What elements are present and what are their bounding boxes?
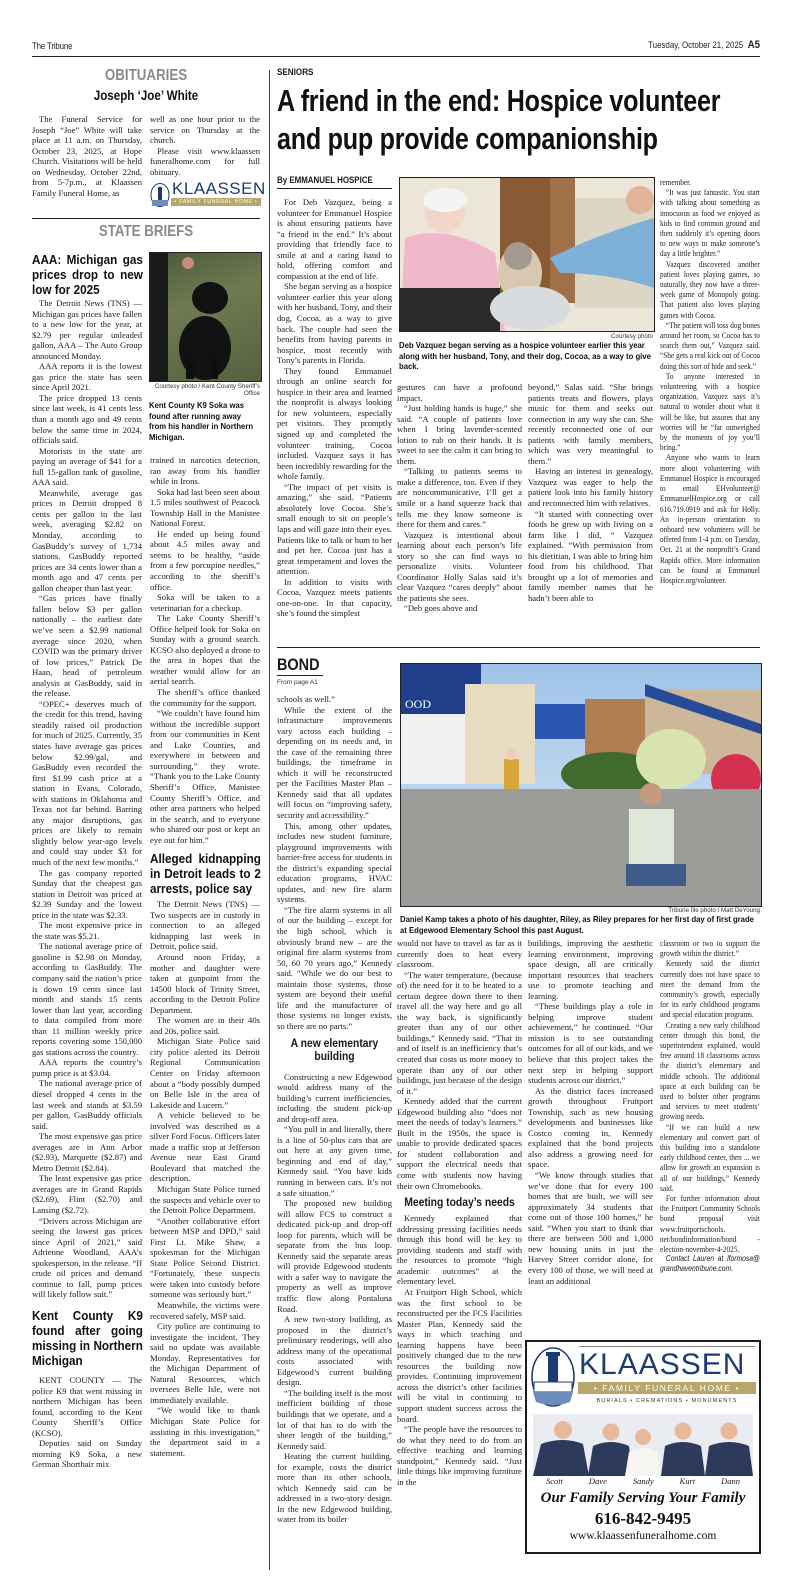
ad-person-name: Scott [545,1476,563,1486]
k9-paragraph: Deputies said on Sunday morning K9 Soka, a new German Shorthair mix [32,1438,142,1470]
paper-name: The Tribune [32,41,73,51]
obituaries-heading: OBITUARIES [104,67,188,84]
obituary-paragraph: well as one hour prior to the service on Thursday at the church. [150,114,260,146]
bond-paragraph: “If we can build a new elementary and convert part of this building into a standalone early childhood center, then ... we allow for growth an expansion is all of our buildings,” Kennedy said. [660,1121,760,1193]
gas-paragraph: The national average price of diesel dropped 4 cents in the last week and stands at $3.59 per gallon, GasBuddy officials said. [32,1078,142,1131]
bond-paragraph: Kennedy explained that addressing pressing facilities needs through this bond will be key to providing students and staff with the resources to promote “high academic outcomes” at the elementary level. [397,1213,522,1287]
from-page: From page A1 [277,679,318,686]
bond-paragraph: This, among other updates, includes new student furniture, playground improvements with barrier-free access for students in the district’s expanding special education programs, HVAC updates, and new fire alarm systems. [277,820,392,905]
bond-label-rule [277,675,323,676]
kidnap-paragraph: Michigan State Police said city police alerted its Detroit Regional Communication Center on Friday afternoon about a “body possibly dumped on Belle Isle in the area of Lakeside and Lucern.” [150,1036,260,1110]
gas-paragraph: The national average price of gasoline is $2.98 on Monday, according to GasBuddy. The company said the nation’s price is down 19 cents since last month and stands 15 cents lower than last year, according to data compiled from more than 11 million weekly price reports covering some 150,000 gas stations across the country. [32,941,142,1057]
bond-paragraph: While the extent of the infrastructure improvements vary across each building – depending on its needs and, in the case of the remaining three buildings, the timeframe in which it will be reconstructed per the Facilities Master Plan – Kennedy said that all updates will focus on “improving safety, security and accessibility.” [277,704,392,821]
obituary-paragraph: Please visit www.klaassen funeralhome.com for full obituary. [150,145,260,177]
bond-paragraph: “We know through studies that we’ve done that for every 100 homes that are built, we will see approximately 34 students that come out of those 100 homes,” he said. “When you start to think that there are between 500 and 1,000 new housing units in just the Harvey Street corridor alone, for every 100 of those, we will need at least an additional [528,1170,653,1286]
article-byline: By EMMANUEL HOSPICE [277,175,373,185]
bond-col-1 [277,694,392,1525]
bond-paragraph: The proposed new building will allow FCS to construct a dedicated pick-up and drop-off loop for parents, which will be separate from the bus loop. Kennedy said the separate areas will provide Edgewood students with a safer way to navigate the property as well as improve traffic flow along Pontaluna Road. [277,1198,392,1314]
gas-paragraph: “Drivers across Michigan are seeing the lowest gas prices since April of 2021,” said Adrienne Woodland, AAA’s spokesperson, in the release. “If crude oil prices and demand continue to fall, pump prices will likely follow suit.” [32,1215,142,1300]
ad-slogan: Our Family Serving Your Family [540,1490,746,1506]
hospice-col-4 [660,177,760,585]
bond-subhead-new-elementary: A new elementary building [290,1037,379,1063]
hospice-paragraph: For Deb Vazquez, being a volunteer for Emmanuel Hospice is about ensuring patients have “a friend in the end.” It’s about providing that friendly face to smile at and a caring hand to hold, offering comfort and compassion at the end of life. [277,197,392,281]
state-briefs-col-1 [32,252,142,1470]
school-sign-text: OOD [405,697,431,711]
hospice-paragraph: gestures can have a profound impact. [397,382,522,403]
k9-headline: Kent County K9 found after going missing in Northern Michigan [32,1307,143,1368]
hospice-paragraph: To anyone interested in volunteering with a hospice organization, Vazquez says it’s natural to wonder about what it will be like, but assures that any worries will be “far outweighed by the moments of joy you’ll bring.” [660,370,760,453]
ad-person-name: Sandy [632,1476,654,1486]
gas-paragraph: The most expensive gas price averages are in Ann Arbor ($2.93), Marquette ($2.87) and Metro Detroit ($2.84). [32,1131,142,1173]
bond-label: BOND [277,655,320,674]
bond-photo-credit: Tribune file photo / Matt DeYoung [668,907,760,914]
k9-paragraph: Soka had last been seen about 1.5 miles southwest of Peacock Township Hall in the Manistee National Forest. [150,486,260,529]
bond-paragraph: “The building itself is the most inefficient building of those buildings that we operate, and a lot of that has to do with the sheer length of the building,” Kennedy said. [277,1387,392,1451]
column-divider [269,70,270,1570]
k9-paragraph: Soka will be taken to a veterinarian for a checkup. [150,592,260,613]
page-date-block [496,39,760,51]
hospice-photo-credit: Courtesy photo [611,333,653,340]
article-headline: A friend in the end: Hospice volunteer and pup provide companionship [277,83,721,156]
gas-paragraph: AAA reports the country’s pump price is at $3.04. [32,1057,142,1078]
obituary-paragraph: The Funeral Service for Joseph “Joe” White will take place at 11 a.m. on Thursday, October 23, 2025, at Hope Church. Visitations will be held on Wednesday, October 22nd, from 5-7p.m., at Klaassen Family Funeral Home, as [32,114,142,198]
hospice-paragraph: Vazquez discovered another patient loves playing games, so naturally, they now have a three-week game of Monopoly going. That patient also loves playing games with Cocoa. [660,258,760,320]
hospice-paragraph: “The impact of pet visits is amazing,” she said. “Patients absolutely love Cocoa. She’s small enough to sit on people’s laps and will gaze into their eyes. Patients like to talk or hum to her and pet her. Cocoa just has a great temperament and loves the attention. [277,481,392,577]
bond-paragraph: For further information about the Fruitport Community Schools bond proposal visit www.fruitportschools. net/bondinformation/bond -election-november-4-2025. [660,1193,760,1255]
bond-paragraph: Constructing a new Edgewood would address many of the building’s current inefficiencies, including the student pick-up and drop-off area. [277,1071,392,1124]
hospice-paragraph: “It started with connecting over foods he grew up with living on a farm like I did, ” Vazquez explained. “With permission from his dietitian, I was able to bring him food from his childhood. That brought up a lot of memories and family member names that he hadn’t been able to [528,508,653,603]
gas-paragraph: The most expensive price in the state was $5.21. [32,920,142,941]
hospice-col-1 [277,197,392,619]
ad-person-name: Dave [588,1476,607,1486]
gas-paragraph: The Detroit News (TNS) — Michigan gas prices have fallen to a new low for the year, at $2.79 per regular unleaded gallon, AAA – The Auto Group announced Monday. [32,298,142,361]
obituary-name: Joseph ‘Joe’ White [93,88,199,103]
bond-paragraph: Creating a new early childhood center through this bond, the superintendent explained, would free around 18 classrooms across the district’s elementary and middle schools. The additional space at each building can be used to bolster other programs and services to meet students’ growing needs. [660,1019,760,1122]
bond-col-3 [528,938,653,1286]
hospice-paragraph: Anyone who wants to learn more about volunteering with Emmanuel Hospice is encouraged to email EHvolunteer@ EmmanuelHospice.org or call 616.719.0919 and ask for Holly. An in-person orientation to onboard new volunteers will be offered from 1-4 p.m. on Tuesday, Oct. 21 at the nonprofit’s Grand Rapids office. More information can be found at Emmanuel Hospice.org/volunteer. [660,452,760,585]
bond-paragraph: schools as well.” [277,694,335,704]
ad-tagline: • FAMILY FUNERAL HOME • [578,1382,756,1394]
hospice-paragraph: beyond,” Salas said. “She brings patients treats and flowers, plays music for them and seeks out connection in any way she can. She recently reconnected one of our patients with family members, which was very meaningful to them.” [528,382,653,466]
hospice-photo-caption: Deb Vazquez began serving as a hospice volunteer earlier this year along with her husband, Tony, and their dog, Cocoa, as a way to give back. [399,340,651,371]
kidnap-paragraph: The women are in their 40s and 20s, police said. [150,1015,260,1036]
logo-tagline: • FAMILY FUNERAL HOME • [171,198,261,206]
ad-website-link[interactable]: www.klaassenfuneralhome.com [569,1530,717,1542]
bond-paragraph: “The water temperature, (because of) the need for it to be heated to a certain degree down there to then travel all the way here and go all the way back, is significantly greater than any of our other buildings,” Kennedy said. “That in and of itself is an inefficiency that’s created that costs us more money to operate than any of our other buildings, just because of the design of it.” [397,969,522,1096]
ad-phone[interactable]: 616-842-9495 [594,1509,692,1528]
page-date: Tuesday, October 21, 2025 [648,40,744,50]
bond-paragraph: classroom or two to support the growth within the district.” [660,938,760,959]
school-photo-image-icon [401,664,761,906]
bond-paragraph: Kennedy said the district currently does not have space to meet the demand from the community’s growth, especially for its early childhood programs and special education programs. [660,958,760,1020]
bond-paragraph: A new two-story building, as proposed in the district’s preliminary renderings, will also address many of the operational costs associated with Edgewood’s current building design. [277,1314,392,1388]
klaassen-advertisement[interactable] [525,1340,761,1554]
kidnap-paragraph: The Detroit News (TNS) — Two suspects are in custody in connection to an alleged kidnapping last week in Detroit, police said. [150,899,260,952]
ad-rule [579,1346,755,1347]
k9-photo [149,252,262,382]
obituary-col-2 [150,114,260,177]
kidnap-paragraph: Meanwhile, the victims were recovered safely, MSP said. [150,1300,260,1321]
kidnap-paragraph: A vehicle believed to be involved was described as a silver Ford Focus. Officers later made a traffic stop at Jefferson Avenue near East Grand Boulevard that matched the description. [150,1110,260,1184]
gas-paragraph: The price dropped 13 cents since last week, is 41 cents less than a month ago and 49 cents below the same time in 2024, officials said. [32,392,142,446]
state-briefs-heading: STATE BRIEFS [98,223,194,240]
hospice-paragraph: “The patient will toss dog bones around her room, so Cocoa has to search them out,” Vazquez said. “She gets a real kick out of Cocoa doing this sort of hide and seek.” [660,319,760,371]
gas-paragraph: The gas company reported Sunday that the cheapest gas station in Detroit was priced at $2.39 Sunday and the lowest price in the state was $2.33. [32,867,142,920]
bond-col-2 [397,938,522,1487]
reporter-contact: Contact Lauren at lformosa@ grandhaventribune.com. [660,1254,760,1274]
masthead-rule [32,56,760,57]
bond-paragraph: “These buildings play a role in helping improve student achievement,” he continued. “Our mission is to see outstanding outcomes for all of our kids, and we believe that this project takes the next step in helping support students across our district.” [528,1001,653,1086]
ad-services: BURIALS • CREMATIONS • MONUMENTS [596,1398,738,1404]
bond-paragraph: “You pull in and literally, there is a line of 50-plus cars that are out here at any given time, beginning and end of day,” Kennedy said. “You have kids running in between cars. It’s not a safe situation.” [277,1124,392,1198]
gas-headline: AAA: Michigan gas prices drop to new low for 2025 [32,252,143,297]
lighthouse-icon [150,183,170,207]
gas-paragraph: “Gas prices have finally fallen below $3 per gallon nationally – the earliest date we’ve seen a $2.99 national average since 2020, when COVID was the primary driver of low prices,” Patrick De Haan, head of petroleum analysis at GasBuddy, said in the release. [32,593,142,699]
kidnap-paragraph: Michigan State Police turned the suspects and vehicle over to the Detroit Police Department. [150,1184,260,1216]
bond-photo-caption: Daniel Kamp takes a photo of his daughter, Riley, as Riley prepares for her first day of first grade at Edgewood Elementary School this past August. [400,914,754,935]
klaassen-logo-small [150,179,266,207]
obituary-col-1 [32,114,142,198]
byline-rule [277,188,392,189]
section-kicker: SENIORS [277,67,314,77]
k9-paragraph: He ended up being found about 4.5 miles away and seems to be healthy, “aside from a few porcupine needles,” according to the sheriff’s office. [150,528,260,592]
ad-brand-name: KLAASSEN [579,1348,746,1381]
bond-col-4 [660,938,760,1274]
hospice-paragraph: “Talking to patients seems to make a difference, too. Even if they are noncommunicative, I’ll get a smile or a hand squeeze back that tells me they know someone is there for them and cares.” [397,466,522,530]
hospice-paragraph: They found Emmanuel through an online search for hospice in their area and learned the nonprofit is always looking for new volunteers, especially pet visitors. They promptly signed up and completed the volunteer training, Cocoa included. Vazquez says it has been incredibly rewarding for the whole family. [277,365,393,482]
k9-paragraph: The Lake County Sheriff’s Office helped look for Soka on Sunday with a ground search. KCSO also deployed a drone to the area in hopes that the weather would allow for an aerial search. [150,613,260,687]
logo-name: KLAASSEN [172,179,266,198]
k9-photo-caption: Kent County K9 Soka was found after running away from his handler in Northern Michigan. [149,400,254,442]
kidnap-headline: Alleged kidnapping in Detroit leads to 2 arrests, police say [150,851,261,897]
bond-paragraph: At Fruitport High School, which was the first school to be reconstructed per the FCS Facilities Master Plan, Kennedy said the ways in which teaching and learning happens have been positively changed due to the new resources the building now provides. Continuing improvement across the district’s other facilities will be vital in continuing to support student success across the board. [397,1286,522,1424]
gas-paragraph: The least expensive gas price averages are in Grand Rapids ($2.69), Flint ($2.70) and Lansing ($2.72). [32,1173,142,1216]
bond-paragraph: “The people have the resources to do what they need to do from an effective teaching and learning standpoint,” Kennedy said. “Just little things like improving furniture in the [397,1424,522,1487]
family-photo [533,1414,753,1476]
bond-paragraph: As the district faces increased growth throughout Fruitport Township, such as new housing developments and businesses like Costco coming in, Kennedy explained that the bond projects also address a growing need for space. [528,1085,653,1170]
state-briefs-col-2 [150,455,260,1458]
obituaries-rule [32,218,260,219]
gas-paragraph: “OPEC+ deserves much of the credit for this trend, having steadily raised oil production for much of 2025. Currently, 35 states have average gas prices below $2.99/gal, and GasBuddy even recorded the first $1.99 cash price at a station in Evans, Colorado, with stations in Oklahoma and Texas not far behind. Barring any major disruptions, gas prices are likely to remain slightly below year-ago levels and could stay under $3 for much of the next few months.” [32,698,142,867]
hospice-paragraph: “Deb goes above and [404,603,478,614]
hospice-col-2 [397,382,522,614]
hospice-paragraph: “It was just fantastic. You start with talking about something as innocuous as food we enjoyed as kids to find common ground and then suddenly it’s opening doors to new ways to make someone’s day a little brighter.” [660,187,760,259]
dog-image-icon [150,253,261,381]
hospice-paragraph: She began serving as a hospice volunteer earlier this year along with her husband, Tony, and their dog, Cocoa, as a way to give back. The couple had seen the benefits from having parents in hospice, most recently with Tony’s parents in Florida. [277,281,392,366]
kidnap-paragraph: Around noon Friday, a mother and daughter were taken at gunpoint from the 14500 block of Trinity Street, according to the Detroit Police Department. [150,951,260,1015]
k9-photo-credit: Courtesy photo / Kent County Sheriff’s Office [154,383,260,397]
kidnap-paragraph: “Another collaborative effort between MSP and DPD,” said First Lt. Mike Shaw, a spokesman for the Michigan State Police Second District. “Fortunately, these suspects were taken into custody before someone was seriously hurt.” [150,1215,260,1300]
hospice-paragraph: In addition to visits with Cocoa, Vazquez meets patients one-on-one. In that capacity, she’s found the simplest [277,576,392,619]
ad-person-name: Kurt [679,1476,696,1486]
bond-paragraph: “The fire alarm systems in all of our the building – except for the high school, which is obviously brand new – are the original fire alarm systems from 50, 60 70 years ago,” Kennedy said. “While we do our best to maintain those systems, those system are beyond their useful life and the manufacturer of those systems no longer exists, so there are no parts.” [277,904,392,1031]
k9-paragraph: The sheriff’s office thanked the community for the support. [150,687,260,708]
ad-names [533,1476,753,1486]
kidnap-paragraph: City police are continuing to investigate the incident. They said no update was available Monday. Representatives for the Michigan Department of Natural Resources, which oversees Belle Isle, were not immediately available. [150,1321,260,1405]
ad-person-name: Dann [721,1476,740,1486]
hospice-paragraph: “Just holding hands is huge,” she said. “A couple of patients love when I bring lavender-scented lotion to rub on their hands. It is sweet to see the calm it can bring to them. [397,403,522,466]
hospice-photo-image-icon [400,178,654,331]
hospice-paragraph: Having an interest in genealogy, Vazquez was eager to help the patient look into his family history and reconnected him with relatives. [528,466,653,509]
hospice-photo [399,177,655,332]
gas-paragraph: AAA reports it is the lowest gas price the state has seen since April 2021. [32,361,142,393]
bond-subhead-meeting-needs: Meeting today’s needs [404,1197,515,1210]
k9-paragraph: trained in narcotics detection, ran away from his handler while in Irons. [150,455,260,487]
bond-rule [277,647,760,648]
gas-paragraph: Meanwhile, average gas prices in Detroit dropped 8 cents per gallon in the last week, averaging $2.82 on Monday, according to GasBuddy’s survey of 1,734 stations. GasBuddy reported prices are 34 cents lower than a month ago and 47 cents per gallon cheaper than last year. [32,487,142,593]
hospice-paragraph: remember. [660,177,691,187]
bond-photo [400,663,762,907]
k9-paragraph: “We couldn’t have found him without the incredible support from our communities in Kent and Lake Counties, and everywhere in between and surrounding,” they wrote. “Thank you to the Lake County Sheriff’s Office, Manistee County Sheriff’s Office, and other area partners who helped in the search, and to everyone who shared our post or kept an eye out for him.” [150,708,260,845]
gas-paragraph: Motorists in the state are paying an average of $41 for a full 15-gallon tank of gasoline, AAA said. [32,445,142,488]
page-number: A5 [747,39,760,51]
k9-paragraph: KENT COUNTY — The police K9 that went missing in northern Michigan has been found, according to the Kent County Sheriff’s Office (KCSO). [32,1374,142,1438]
bond-paragraph: Heating the current building, for example, costs the district more than its other schools, which Kennedy said can be addressed in a two-story design. In the new Edgewood building, water from its boiler [277,1451,392,1525]
bond-paragraph: Kennedy added that the current Edgewood building also “does not meet the needs of today’s learners.” Built in the 1950s, the space is unable to provide dedicated spaces for student collaboration and support the electrical needs that come with students now having their own Chromebooks. [397,1096,522,1191]
kidnap-paragraph: “We would like to thank Michigan State Police for assisting in this investigation,” the department said in a statement. [150,1405,260,1458]
bond-paragraph: buildings, improving the aesthetic learning environment, improving space design, all are critically important resources that teachers use to promote teaching and learning. [528,938,653,1001]
hospice-paragraph: Vazquez is intentional about learning about each person’s life story so she can find ways to personalize visits. Volunteer Coordinator Holly Salas said it’s clear Vazquez “cares deeply” about the patients she sees. [397,529,522,603]
hospice-col-3 [528,382,653,603]
bond-paragraph: would not have to travel as far as it currently does to heat every classroom. [397,938,522,970]
lighthouse-icon [530,1346,576,1408]
